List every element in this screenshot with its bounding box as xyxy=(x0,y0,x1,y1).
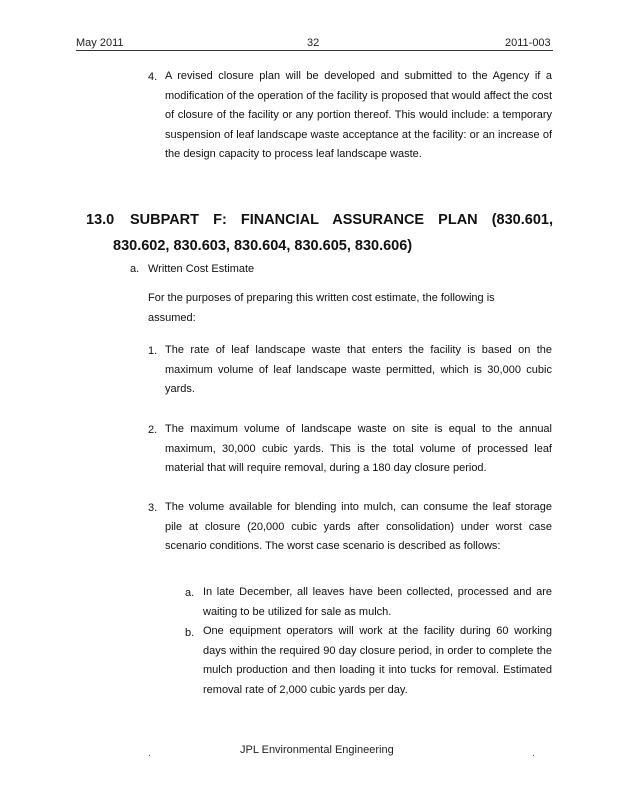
section-number: 13.0 xyxy=(86,212,115,228)
subsection-a-label: a. xyxy=(130,263,140,275)
assumption-2-text: The maximum volume of landscape waste on site is equal to the annual maximum, 30,000 cubic yards. This is the total volume of processed leaf material that will require removal, during a 180 day closure period. xyxy=(165,423,552,475)
scenario-b-text: One equipment operators will work at the facility during 60 working days within the required 90 day closure period, in order to complete the mulch production and then loading it into tucks for removal. Estimated removal rate of 2,000 cubic yards per day. xyxy=(203,625,552,696)
subsection-a-title: Written Cost Estimate xyxy=(148,263,255,275)
header-date: May 2011 xyxy=(76,37,124,49)
header-rule xyxy=(76,50,553,51)
section-title-line1: SUBPART F: FINANCIAL ASSURANCE PLAN (830.601, xyxy=(130,212,553,228)
item-4-text: A revised closure plan will be developed and submitted to the Agency if a modification of the operation of the facility is proposed that would affect the cost of closure of the facility or any portion thereof. This would include: a temporary suspension of leaf landscape waste acceptance at the facility: or an increase of the design capacity to process leaf landscape waste. xyxy=(165,70,552,161)
page-number: 32 xyxy=(307,37,320,49)
assumption-3-text: The volume available for blending into mulch, can consume the leaf storage pile at closure (20,000 cubic yards after consolidation) under worst case scenario conditions. The worst case scenario is described as follows: xyxy=(165,501,552,553)
footer-mark-left: . xyxy=(148,748,151,759)
footer-company: JPL Environmental Engineering xyxy=(240,744,394,756)
intro-paragraph: For the purposes of preparing this written cost estimate, the following is assumed: xyxy=(148,292,495,324)
document-id: 2011-003 xyxy=(505,37,551,49)
assumption-2-number: 2. xyxy=(148,424,158,436)
assumption-1-number: 1. xyxy=(148,345,158,357)
scenario-b-label: b. xyxy=(185,627,195,639)
scenario-a-text: In late December, all leaves have been collected, processed and are waiting to be utilized for sale as mulch. xyxy=(203,586,552,618)
scenario-a-label: a. xyxy=(185,587,195,599)
footer-mark-right: . xyxy=(532,748,535,759)
assumption-3-number: 3. xyxy=(148,502,158,514)
item-4-number: 4. xyxy=(148,71,158,83)
assumption-1-text: The rate of leaf landscape waste that enters the facility is based on the maximum volume of leaf landscape waste permitted, which is 30,000 cubic yards. xyxy=(165,344,552,396)
section-title-line2: 830.602, 830.603, 830.604, 830.605, 830.606) xyxy=(113,238,413,254)
